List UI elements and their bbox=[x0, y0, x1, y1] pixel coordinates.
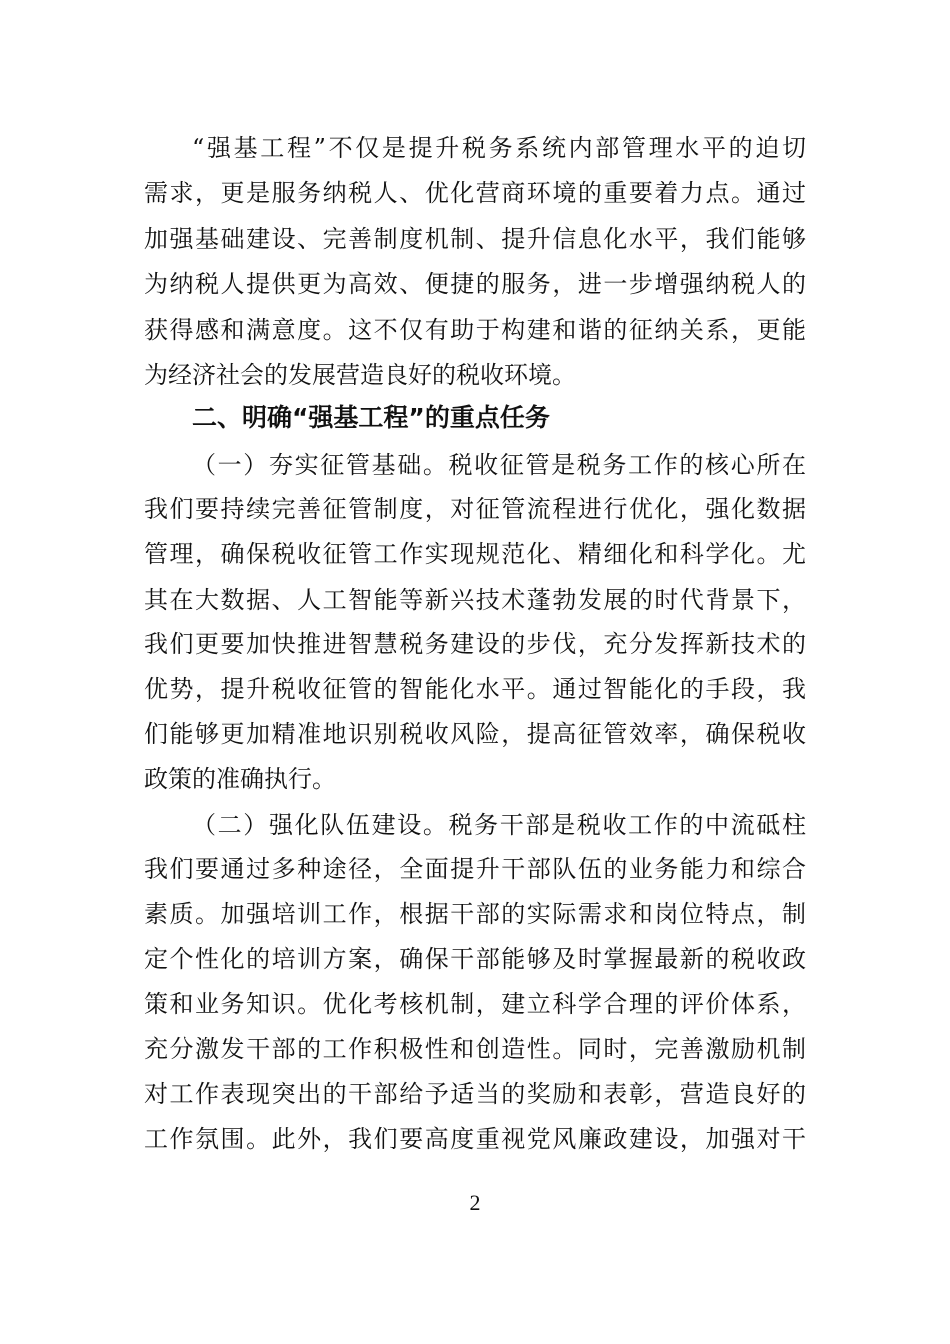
paragraph-3-line-4: 定个性化的培训方案，确保干部能够及时掌握最新的税收政 bbox=[144, 945, 806, 973]
paragraph-2-line-5: 我们更要加快推进智慧税务建设的步伐，充分发挥新技术的 bbox=[144, 630, 806, 658]
paragraph-2-line-2: 我们要持续完善征管制度，对征管流程进行优化，强化数据 bbox=[144, 495, 806, 523]
paragraph-2-line-7: 们能够更加精准地识别税收风险，提高征管效率，确保税收 bbox=[144, 720, 806, 748]
paragraph-3-line-7: 对工作表现突出的干部给予适当的奖励和表彰，营造良好的 bbox=[144, 1080, 806, 1108]
paragraph-1-line-5: 获得感和满意度。这不仅有助于构建和谐的征纳关系，更能 bbox=[144, 316, 806, 344]
paragraph-2-line-6: 优势，提升税收征管的智能化水平。通过智能化的手段，我 bbox=[144, 675, 806, 703]
paragraph-1-line-4: 为纳税人提供更为高效、便捷的服务，进一步增强纳税人的 bbox=[144, 270, 806, 298]
paragraph-2-line-3: 管理，确保税收征管工作实现规范化、精细化和科学化。尤 bbox=[144, 540, 806, 568]
paragraph-3-line-1 bbox=[192, 805, 806, 845]
paragraph-2-first-line-text: 税收征管是税务工作的核心所在 bbox=[448, 451, 807, 479]
paragraph-2-subtitle: （一）夯实征管基础。 bbox=[192, 451, 449, 479]
section-heading: 二、明确“强基工程”的重点任务 bbox=[192, 403, 550, 432]
paragraph-1-line-1: “强基工程”不仅是提升税务系统内部管理水平的迫切 bbox=[192, 134, 806, 162]
paragraph-2-line-1 bbox=[192, 445, 806, 485]
paragraph-3-line-5: 策和业务知识。优化考核机制，建立科学合理的评价体系， bbox=[144, 990, 806, 1018]
paragraph-3-subtitle: （二）强化队伍建设。 bbox=[192, 811, 449, 839]
paragraph-2-line-4: 其在大数据、人工智能等新兴技术蓬勃发展的时代背景下， bbox=[144, 586, 806, 614]
paragraph-3-line-6: 充分激发干部的工作积极性和创造性。同时，完善激励机制 bbox=[144, 1035, 806, 1063]
paragraph-3-line-3: 素质。加强培训工作，根据干部的实际需求和岗位特点，制 bbox=[144, 900, 806, 928]
paragraph-1-line-6: 为经济社会的发展营造良好的税收环境。 bbox=[144, 361, 576, 389]
paragraph-3-line-8: 工作氛围。此外，我们要高度重视党风廉政建设，加强对干 bbox=[144, 1125, 806, 1153]
paragraph-2-line-8: 政策的准确执行。 bbox=[144, 765, 336, 793]
paragraph-1-line-3: 加强基础建设、完善制度机制、提升信息化水平，我们能够 bbox=[144, 225, 806, 253]
paragraph-1-line-2: 需求，更是服务纳税人、优化营商环境的重要着力点。通过 bbox=[144, 179, 806, 207]
paragraph-3-line-2: 我们要通过多种途径，全面提升干部队伍的业务能力和综合 bbox=[144, 855, 806, 883]
paragraph-3-first-line-text: 税务干部是税收工作的中流砥柱 bbox=[448, 811, 807, 839]
page-number: 2 bbox=[469, 1190, 481, 1215]
